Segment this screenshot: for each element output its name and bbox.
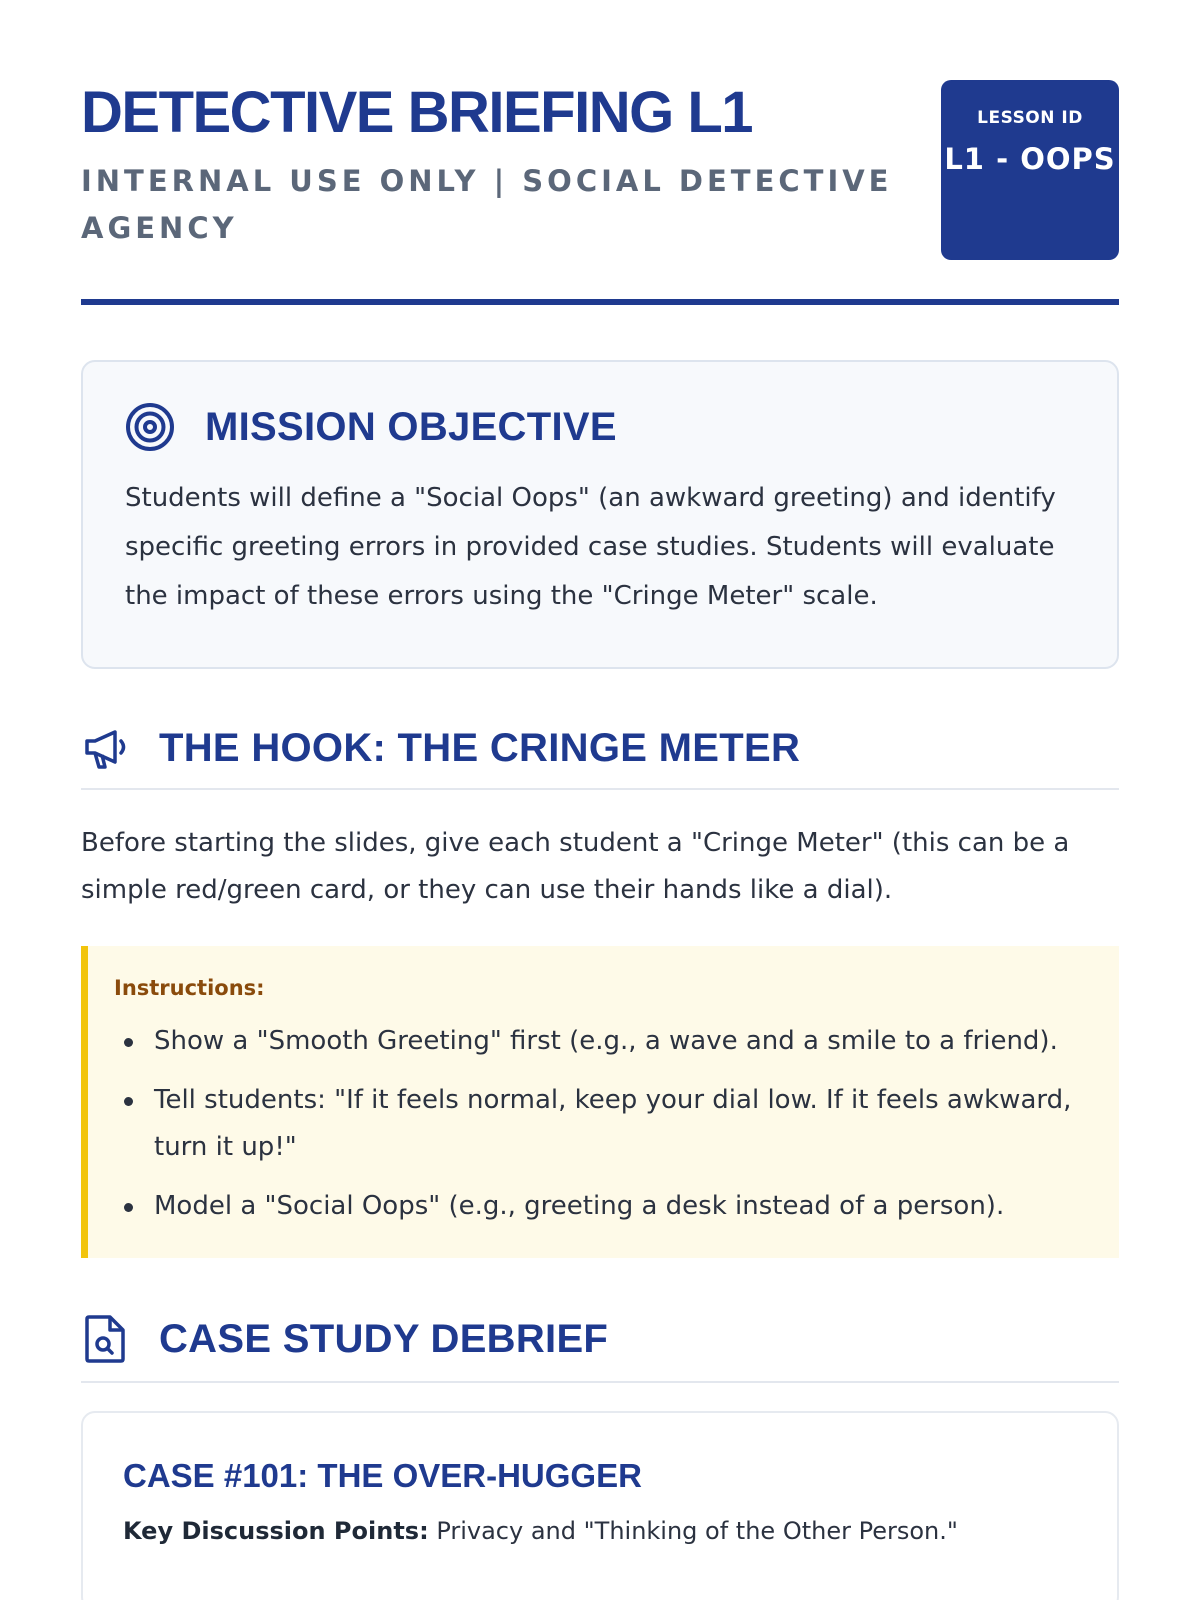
lesson-id-badge xyxy=(941,80,1119,260)
megaphone-icon xyxy=(81,724,129,772)
page-title: DETECTIVE BRIEFING L1 xyxy=(81,80,753,145)
instruction-item: Model a "Social Oops" (e.g., greeting a desk instead of a person). xyxy=(114,1183,1089,1230)
hook-text: Before starting the slides, give each student a "Cringe Meter" (this can be a simple red/green card, or they can use their hands like a dial). xyxy=(81,828,1070,905)
case-points-text: Privacy and "Thinking of the Other Person." xyxy=(436,1517,958,1545)
document-header xyxy=(81,0,1119,305)
instructions-title: Instructions: xyxy=(114,976,265,1000)
instructions-list xyxy=(114,1018,1089,1230)
instruction-item: Show a "Smooth Greeting" first (e.g., a wave and a smile to a friend). xyxy=(114,1018,1089,1065)
case-points-label: Key Discussion Points: xyxy=(123,1517,429,1545)
mission-text: Students will define a "Social Oops" (an awkward greeting) and identify specific greeting errors in provided case studies. Students will evaluate the impact of these errors using the "Cringe Meter" scale. xyxy=(125,483,1056,611)
lesson-id-label: LESSON ID xyxy=(977,108,1083,128)
case-study-title: CASE STUDY DEBRIEF xyxy=(159,1316,609,1361)
case-card xyxy=(81,1411,1119,1600)
mission-title: MISSION OBJECTIVE xyxy=(205,404,617,449)
hook-title: THE HOOK: THE CRINGE METER xyxy=(159,725,801,770)
case-study-section xyxy=(81,1313,1119,1600)
mission-title-row xyxy=(125,402,1075,452)
page-subtitle: INTERNAL USE ONLY | SOCIAL DETECTIVE AGENCY xyxy=(81,164,893,245)
target-icon xyxy=(125,402,175,452)
hook-title-row xyxy=(81,724,1119,790)
lesson-id-value: L1 - OOPS xyxy=(944,142,1116,176)
instructions-callout xyxy=(81,946,1119,1258)
case-title: CASE #101: THE OVER-HUGGER xyxy=(123,1457,642,1494)
mission-objective-card xyxy=(81,360,1119,669)
file-search-icon xyxy=(81,1313,129,1365)
hook-section xyxy=(81,724,1119,1258)
instruction-item: Tell students: "If it feels normal, keep your dial low. If it feels awkward, turn it up!" xyxy=(114,1077,1089,1171)
case-discussion-points xyxy=(123,1517,1077,1545)
case-study-title-row xyxy=(81,1313,1119,1383)
